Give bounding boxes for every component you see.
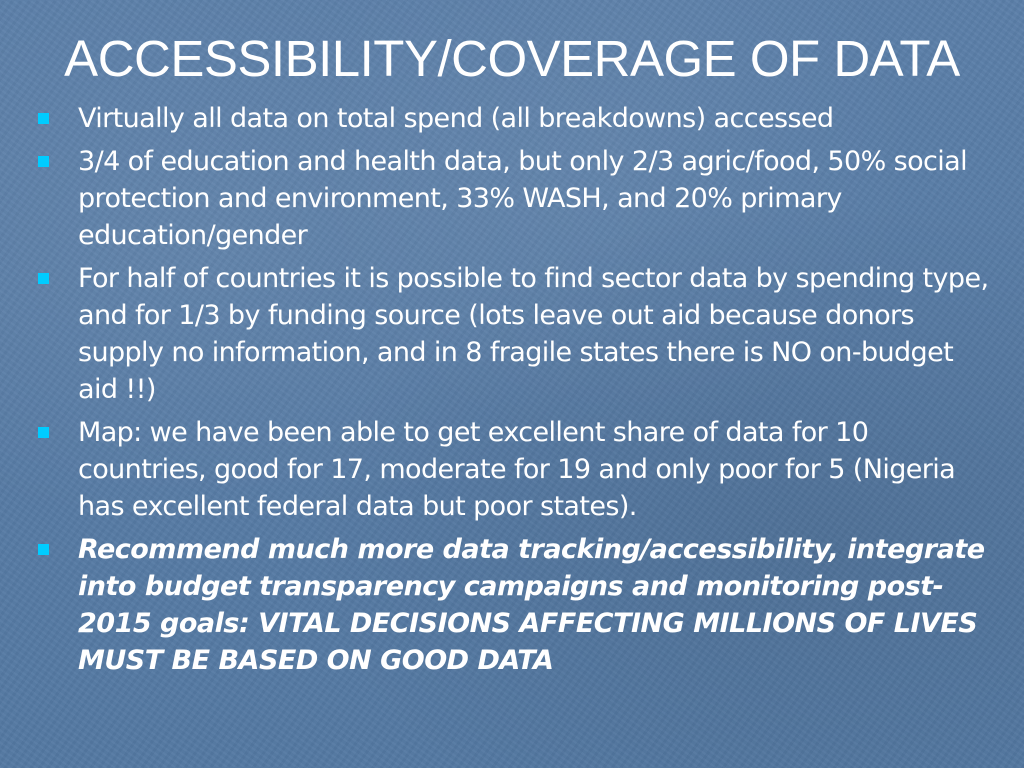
square-bullet-icon <box>38 156 49 167</box>
square-bullet-icon <box>38 427 49 438</box>
bullet-item <box>38 100 998 137</box>
bullet-text: Map: we have been able to get excellent share of data for 10 countries, good for 17, moderate for 19 and only poor for 5 (Nigeria has excellent federal data but poor states). <box>78 417 956 522</box>
bullet-item <box>38 260 998 408</box>
square-bullet-icon <box>38 544 49 555</box>
bullet-text: 3/4 of education and health data, but only 2/3 agric/food, 50% social protection and environment, 33% WASH, and 20% primary education/gender <box>78 146 968 251</box>
bullet-item <box>38 414 998 525</box>
slide-title: ACCESSIBILITY/COVERAGE OF DATA <box>64 30 960 87</box>
bullet-item-recommendation <box>38 531 998 679</box>
bullet-text: Recommend much more data tracking/accessibility, integrate into budget transparency campaigns and monitoring post-2015 goals: VITAL DECISIONS AFFECTING MILLIONS OF LIVES MUST BE BASED ON GOOD DATA <box>78 534 985 676</box>
square-bullet-icon <box>38 273 49 284</box>
bullet-list <box>38 100 998 685</box>
bullet-item <box>38 143 998 254</box>
bullet-text: For half of countries it is possible to find sector data by spending type, and for 1/3 by funding source (lots leave out aid because donors supply no information, and in 8 fragile states there is NO on-budget aid !!) <box>78 263 989 405</box>
square-bullet-icon <box>38 113 49 124</box>
bullet-text: Virtually all data on total spend (all breakdowns) accessed <box>78 103 834 134</box>
